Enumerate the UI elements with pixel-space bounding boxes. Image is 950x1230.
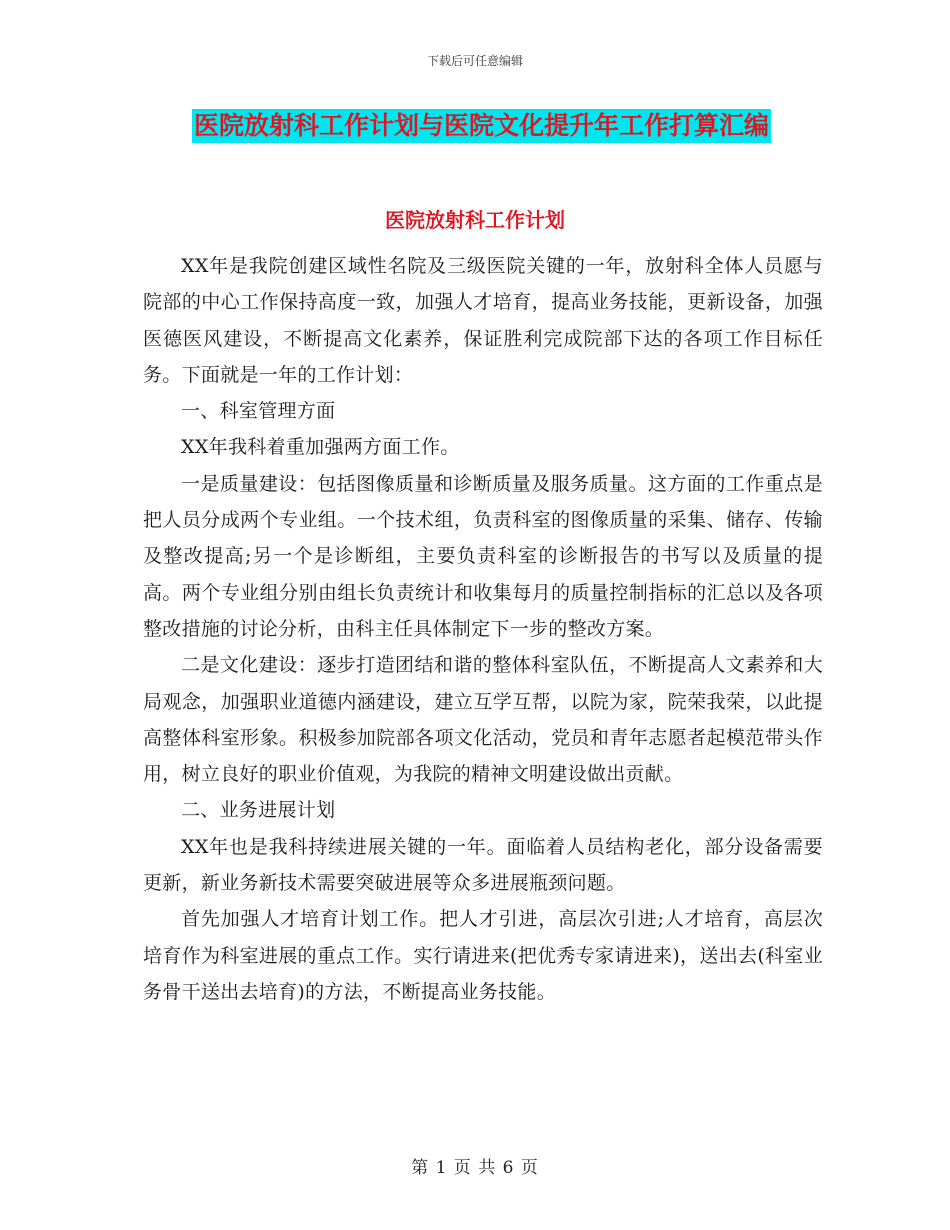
paragraph: XX年是我院创建区域性名院及三级医院关键的一年，放射科全体人员愿与院部的中心工作保持高度一致，加强人才培育，提高业务技能，更新设备，加强医德医风建设，不断提高文化素养，保证胜利完成院部下达的各项工作目标任务。下面就是一年的工作计划： [143,255,823,386]
main-title: 医院放射科工作计划与医院文化提升年工作打算汇编 [192,109,771,143]
paragraph: 一是质量建设：包括图像质量和诊断质量及服务质量。这方面的工作重点是把人员分成两个专业组。一个技术组，负责科室的图像质量的采集、储存、传输及整改提高;另一个是诊断组，主要负责科室的诊断报告的书写以及质量的提高。两个专业组分别由组长负责统计和收集每月的质量控制指标的汇总以及各项整改措施的讨论分析，由科主任具体制定下一步的整改方案。 [143,472,823,640]
paragraph: XX年也是我科持续进展关键的一年。面临着人员结构老化，部分设备需要更新，新业务新技术需要突破进展等众多进展瓶颈问题。 [143,835,823,895]
main-title-container [192,109,771,145]
paragraph: 二是文化建设：逐步打造团结和谐的整体科室队伍，不断提高人文素养和大局观念，加强职业道德内涵建设，建立互学互帮，以院为家，院荣我荣，以此提高整体科室形象。积极参加院部各项文化活动，党员和青年志愿者起模范带头作用，树立良好的职业价值观，为我院的精神文明建设做出贡献。 [143,654,823,786]
paragraph: XX年我科着重加强两方面工作。 [181,436,460,459]
document-body [143,248,823,1010]
page-header-note: 下载后可任意编辑 [426,54,523,68]
heading-development: 二、业务进展计划 [181,799,336,822]
page-number-footer: 第 1 页 共 6 页 [411,1158,539,1178]
heading-management: 一、科室管理方面 [181,400,336,423]
paragraph: 首先加强人才培育计划工作。把人才引进，高层次引进;人才培育，高层次培育作为科室进展的重点工作。实行请进来(把优秀专家请进来)，送出去(科室业务骨干送出去培育)的方法，不断提高业务技能。 [143,908,823,1003]
section-title: 医院放射科工作计划 [385,208,565,232]
